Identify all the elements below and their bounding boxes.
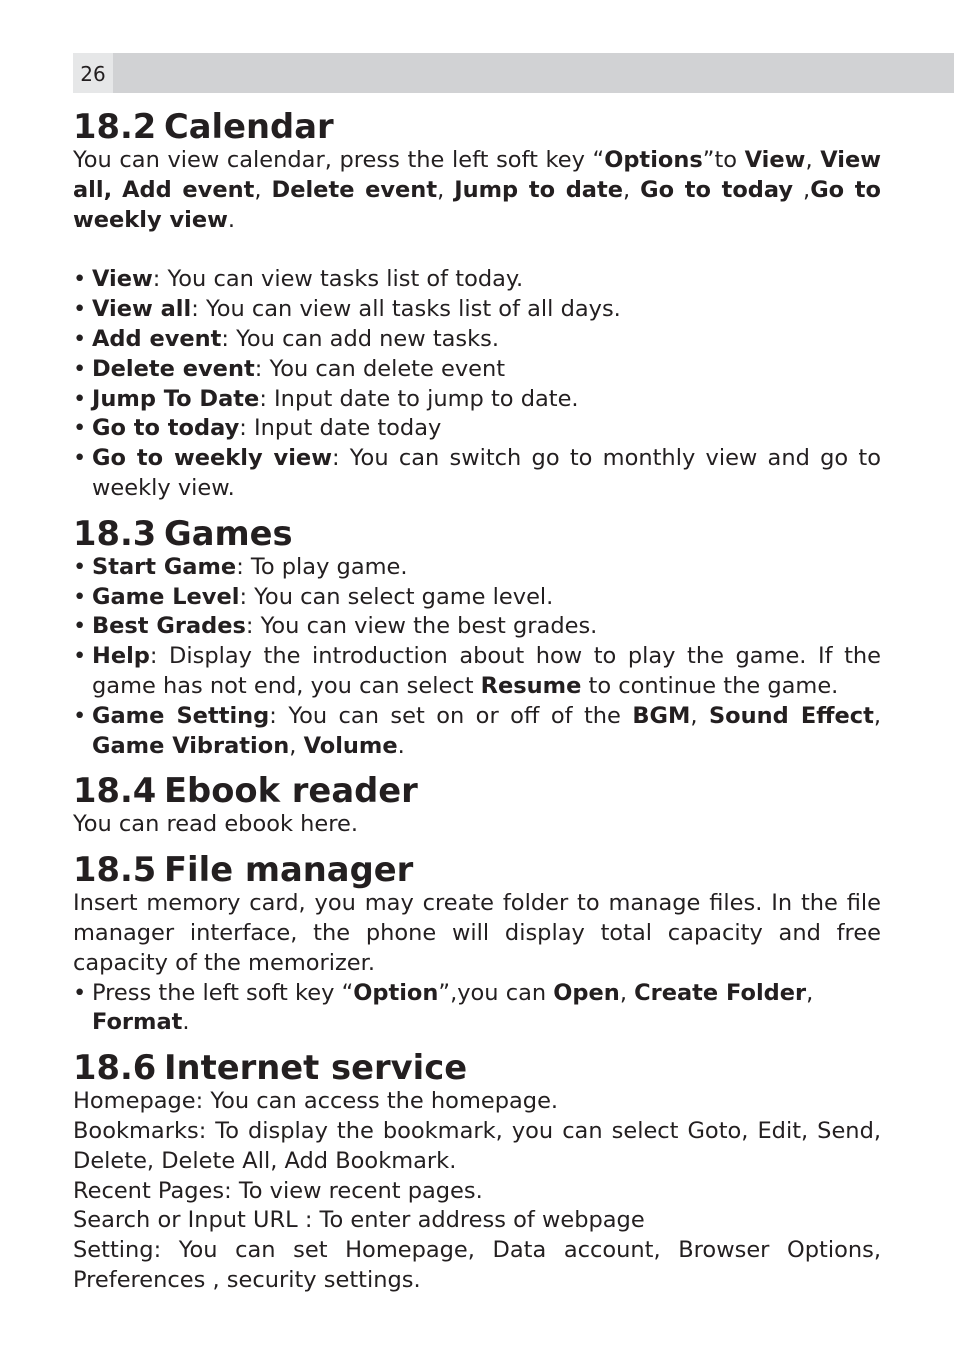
list-item [73, 702, 881, 762]
calendar-options-list [73, 265, 881, 503]
bold-term: Option [353, 979, 439, 1006]
ebook-text: You can read ebook here. [73, 811, 359, 838]
text-run: ”to [702, 147, 745, 173]
item-text: : You can set on or off of the [269, 702, 633, 729]
page-header-bar [113, 53, 954, 93]
item-text: : You can delete event [254, 355, 506, 382]
item-label: Add event [92, 325, 222, 352]
bold-term: View [744, 147, 806, 173]
paragraph-line: Setting: You can set Homepage, Data account, Browser Options, Preferences , security settings. [73, 1237, 881, 1293]
list-item [73, 444, 881, 504]
spacer [73, 235, 881, 265]
item-text: . [182, 1009, 190, 1036]
section-number: 18.2 [73, 107, 157, 146]
item-label: Start Game [92, 553, 237, 580]
item-text: : You can view the best grades. [245, 613, 598, 640]
list-item [73, 414, 881, 444]
item-label: Jump To Date [92, 385, 260, 412]
page-number: 26 [73, 53, 113, 93]
item-label: Go to today [92, 415, 240, 442]
section-title: File manager [164, 850, 414, 890]
item-label: Game Setting [92, 702, 270, 729]
item-text: to continue the game. [581, 672, 839, 699]
item-label: Help [92, 643, 150, 670]
item-text: : You can switch go to monthly view and go to weekly view. [92, 445, 881, 501]
list-item [73, 265, 881, 295]
list-item [73, 553, 881, 583]
item-text: , [806, 979, 814, 1006]
section-heading-games [73, 513, 881, 553]
paragraph-line: Homepage: You can access the homepage. [73, 1088, 559, 1115]
item-text: , [873, 702, 881, 729]
text-run: , [793, 176, 811, 203]
paragraph-line: Recent Pages: To view recent pages. [73, 1177, 483, 1204]
section-title: Games [164, 513, 293, 553]
section-heading-calendar [73, 107, 881, 146]
item-text: , [690, 702, 709, 729]
list-item [73, 355, 881, 385]
bold-term: Format [92, 1009, 183, 1036]
bold-term: Create Folder [634, 979, 807, 1006]
file-manager-text: Insert memory card, you may create folder to manage files. In the file manager interface, the phone will display total capacity and free capacity of the memorizer. [73, 890, 881, 976]
internet-service-text [73, 1087, 881, 1296]
games-options-list [73, 553, 881, 762]
item-text: , [619, 979, 635, 1006]
page-content [73, 107, 882, 1296]
section-number: 18.3 [73, 513, 157, 553]
section-heading-file-manager [73, 850, 881, 890]
bold-term: Go to today [640, 176, 794, 203]
item-text: Press the left soft key “ [92, 979, 354, 1006]
paragraph-line: Search or Input URL : To enter address of webpage [73, 1207, 645, 1234]
list-item [73, 295, 881, 325]
bold-term: Volume [303, 732, 398, 759]
text-run: , [623, 176, 641, 203]
section-number: 18.4 [73, 771, 157, 811]
section-title: Ebook reader [164, 771, 418, 811]
section-number: 18.6 [73, 1048, 157, 1088]
list-item [73, 583, 881, 613]
item-label: View [92, 266, 153, 293]
bold-term: Options [604, 147, 703, 173]
item-text: : You can view tasks list of today. [152, 266, 524, 293]
text-run: , [254, 176, 272, 203]
section-heading-internet-service [73, 1048, 881, 1088]
item-text: ”,you can [438, 979, 554, 1006]
item-text: : Input date to jump to date. [259, 385, 579, 412]
bold-term: View all, [73, 147, 881, 203]
item-text: : To play game. [236, 553, 408, 580]
section-title: Internet service [164, 1048, 468, 1088]
list-item [73, 325, 881, 355]
item-text: : Input date today [239, 415, 442, 442]
text-run: . [227, 206, 236, 233]
file-manager-list [73, 979, 881, 1039]
list-item [73, 612, 881, 642]
bold-term: Go to weekly view [73, 176, 882, 233]
list-item [73, 979, 881, 1039]
item-text: : You can select game level. [239, 583, 554, 610]
item-label: Best Grades [92, 613, 246, 640]
bold-term: Delete event [271, 176, 438, 203]
item-label: Game Level [92, 583, 240, 610]
paragraph-line: Bookmarks: To display the bookmark, you can select Goto, Edit, Send, Delete, Delete All, Add Bookmark. [73, 1117, 881, 1174]
bold-term: Game Vibration [92, 732, 290, 759]
list-item [73, 642, 881, 702]
calendar-intro [73, 146, 881, 235]
section-heading-ebook-reader [73, 771, 881, 811]
item-label: View all [92, 296, 192, 323]
section-number: 18.5 [73, 850, 157, 890]
list-item [73, 385, 881, 415]
bold-term: BGM [632, 702, 691, 729]
section-title: Calendar [164, 107, 334, 146]
text-run: , [805, 147, 821, 173]
bold-term: Jump to date [454, 176, 623, 203]
item-label: Go to weekly view [92, 445, 332, 472]
item-text: . [397, 732, 405, 759]
item-text: , [289, 732, 304, 759]
text-run: , [437, 176, 455, 203]
item-text: : You can add new tasks. [221, 325, 500, 352]
text-run: You can view calendar, press the left soft key “ [73, 147, 605, 173]
bold-term: Resume [480, 672, 582, 699]
text-run [112, 177, 122, 203]
item-text: : Display the introduction about how to play the game. If the game has not end, you can select [92, 643, 881, 699]
bold-term: Open [553, 979, 620, 1006]
item-label: Delete event [92, 355, 255, 382]
item-text: : You can view all tasks list of all days. [191, 296, 621, 323]
bold-term: Add event [122, 176, 255, 203]
bold-term: Sound Effect [708, 702, 874, 729]
